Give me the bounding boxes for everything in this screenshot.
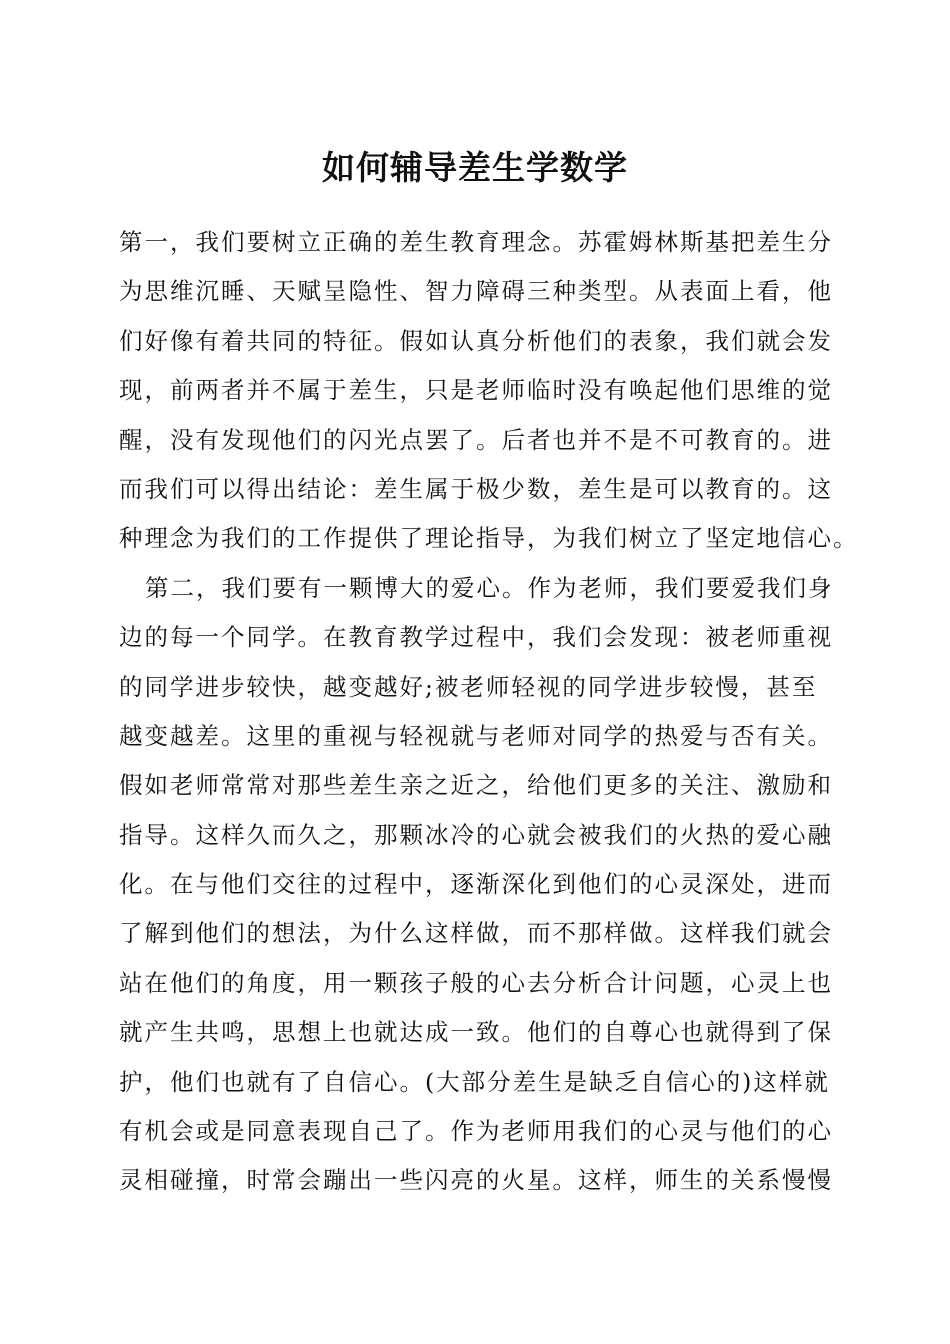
text-line: 灵相碰撞，时常会蹦出一些闪亮的火星。这样，师生的关系慢慢 (119, 1166, 833, 1195)
text-line: 第一，我们要树立正确的差生教育理念。苏霍姆林斯基把差生分 (119, 228, 833, 256)
text-line: 种理念为我们的工作提供了理论指导，为我们树立了坚定地信心。 (119, 524, 859, 553)
text-line: 站在他们的角度，用一颗孩子般的心去分析合计问题，心灵上也 (119, 968, 833, 997)
text-line: 就产生共鸣，思想上也就达成一致。他们的自尊心也就得到了保 (119, 1018, 833, 1047)
document-body (119, 218, 859, 1206)
text-line: 了解到他们的想法，为什么这样做，而不那样做。这样我们就会 (119, 919, 833, 948)
text-line: 现，前两者并不属于差生，只是老师临时没有唤起他们思维的觉 (119, 376, 833, 405)
text-line: 越变越差。这里的重视与轻视就与老师对同学的热爱与否有关。 (119, 721, 833, 750)
text-line: 指导。这样久而久之，那颗冰冷的心就会被我们的火热的爱心融 (119, 820, 833, 849)
text-line: 的同学进步较快，越变越好;被老师轻视的同学进步较慢，甚至 (119, 672, 818, 701)
text-line: 化。在与他们交往的过程中，逐渐深化到他们的心灵深处，进而 (119, 870, 833, 899)
text-line: 醒，没有发现他们的闪光点罢了。后者也并不是不可教育的。进 (119, 425, 833, 454)
text-line: 第二，我们要有一颗博大的爱心。作为老师，我们要爱我们身 (145, 573, 834, 602)
text-line: 边的每一个同学。在教育教学过程中，我们会发现：被老师重视 (119, 623, 833, 652)
text-line: 们好像有着共同的特征。假如认真分析他们的表象，我们就会发 (119, 326, 833, 355)
text-line: 护，他们也就有了自信心。(大部分差生是缺乏自信心的)这样就 (119, 1067, 830, 1096)
text-line: 为思维沉睡、天赋呈隐性、智力障碍三种类型。从表面上看，他 (119, 277, 833, 306)
text-line: 而我们可以得出结论：差生属于极少数，差生是可以教育的。这 (119, 474, 833, 503)
document-title: 如何辅导差生学数学 (322, 148, 628, 187)
text-line: 有机会或是同意表现自己了。作为老师用我们的心灵与他们的心 (119, 1117, 833, 1146)
text-line: 假如老师常常对那些差生亲之近之，给他们更多的关注、激励和 (119, 771, 833, 800)
